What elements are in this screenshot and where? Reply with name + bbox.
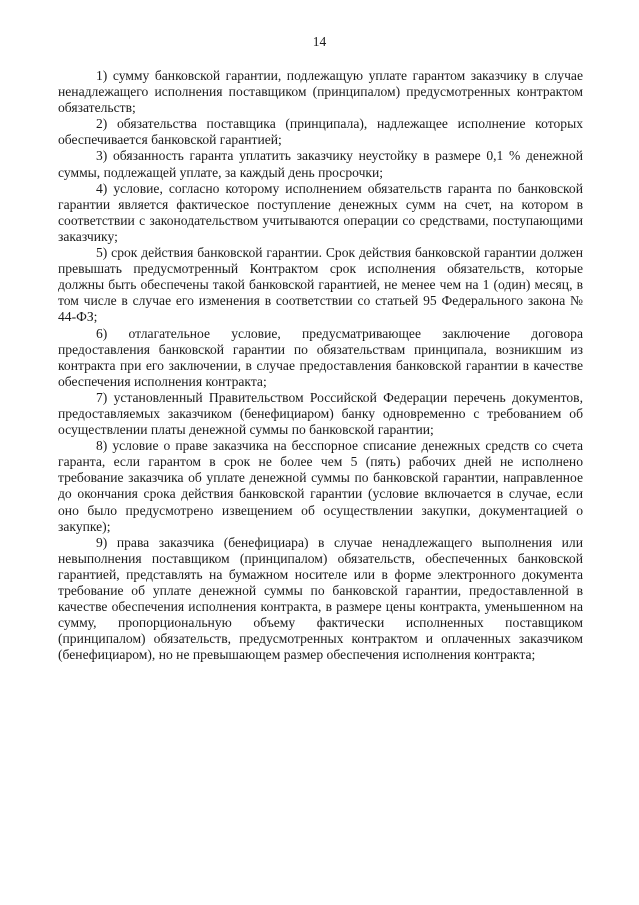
- list-item-7: 7) установленный Правительством Российской Федерации перечень документов, предоставляемых заказчиком (бенефициаром) банку одновременно с требованием об осуществлении платы денежной суммы по банковской гарантии;: [58, 389, 583, 438]
- list-item-4: 4) условие, согласно которому исполнением обязательств гаранта по банковской гарантии является фактическое поступление денежных сумм на счет, на котором в соответствии с законодательством учитываются операции со средствами, поступающими заказчику;: [58, 180, 583, 244]
- page-number: 14: [312, 34, 327, 49]
- list-item-3: 3) обязанность гаранта уплатить заказчику неустойку в размере 0,1 % денежной суммы, подлежащей уплате, за каждый день просрочки;: [58, 148, 583, 180]
- list-item-1: 1) сумму банковской гарантии, подлежащую уплате гарантом заказчику в случае ненадлежащего исполнения поставщиком (принципалом) предусмотренных контрактом обязательств;: [58, 68, 583, 116]
- list-item-8: 8) условие о праве заказчика на бесспорное списание денежных средств со счета гаранта, если гарантом в срок не более чем 5 (пять) рабочих дней не исполнено требование заказчика об уплате денежной суммы по банковской гарантии, направленное до окончания срока действия банковской гарантии (условие включается в случае, если оно было предусмотрено извещением об осуществлении закупки, документацией о закупке);: [58, 438, 583, 534]
- list-item-2: 2) обязательства поставщика (принципала), надлежащее исполнение которых обеспечивается банковской гарантией;: [58, 116, 583, 148]
- document-body: [58, 68, 583, 663]
- list-item-6: 6) отлагательное условие, предусматривающее заключение договора предоставления банковской гарантии по обязательствам принципала, возникшим из контракта при его заключении, в случае предоставления банковской гарантии в качестве обеспечения исполнения контракта;: [58, 325, 583, 389]
- list-item-5: 5) срок действия банковской гарантии. Срок действия банковской гарантии должен превышать предусмотренный Контрактом срок исполнения обязательств, которые должны быть обеспечены такой банковской гарантией, не менее чем на 1 (один) месяц, в том числе в случае его изменения в соответствии со статьей 95 Федерального закона № 44-ФЗ;: [58, 245, 583, 325]
- list-item-9: 9) права заказчика (бенефициара) в случае ненадлежащего выполнения или невыполнения поставщиком (принципалом) обязательств, обеспеченных банковской гарантией, представлять на бумажном носителе или в форме электронного документа требование об уплате денежной суммы по банковской гарантии, предоставленной в качестве обеспечения исполнения контракта, в размере цены контракта, уменьшенном на сумму, пропорциональную объему фактически исполненных поставщиком (принципалом) обязательств, предусмотренных контрактом и оплаченных заказчиком (бенефициаром), но не превышающем размер обеспечения исполнения контракта;: [58, 534, 583, 663]
